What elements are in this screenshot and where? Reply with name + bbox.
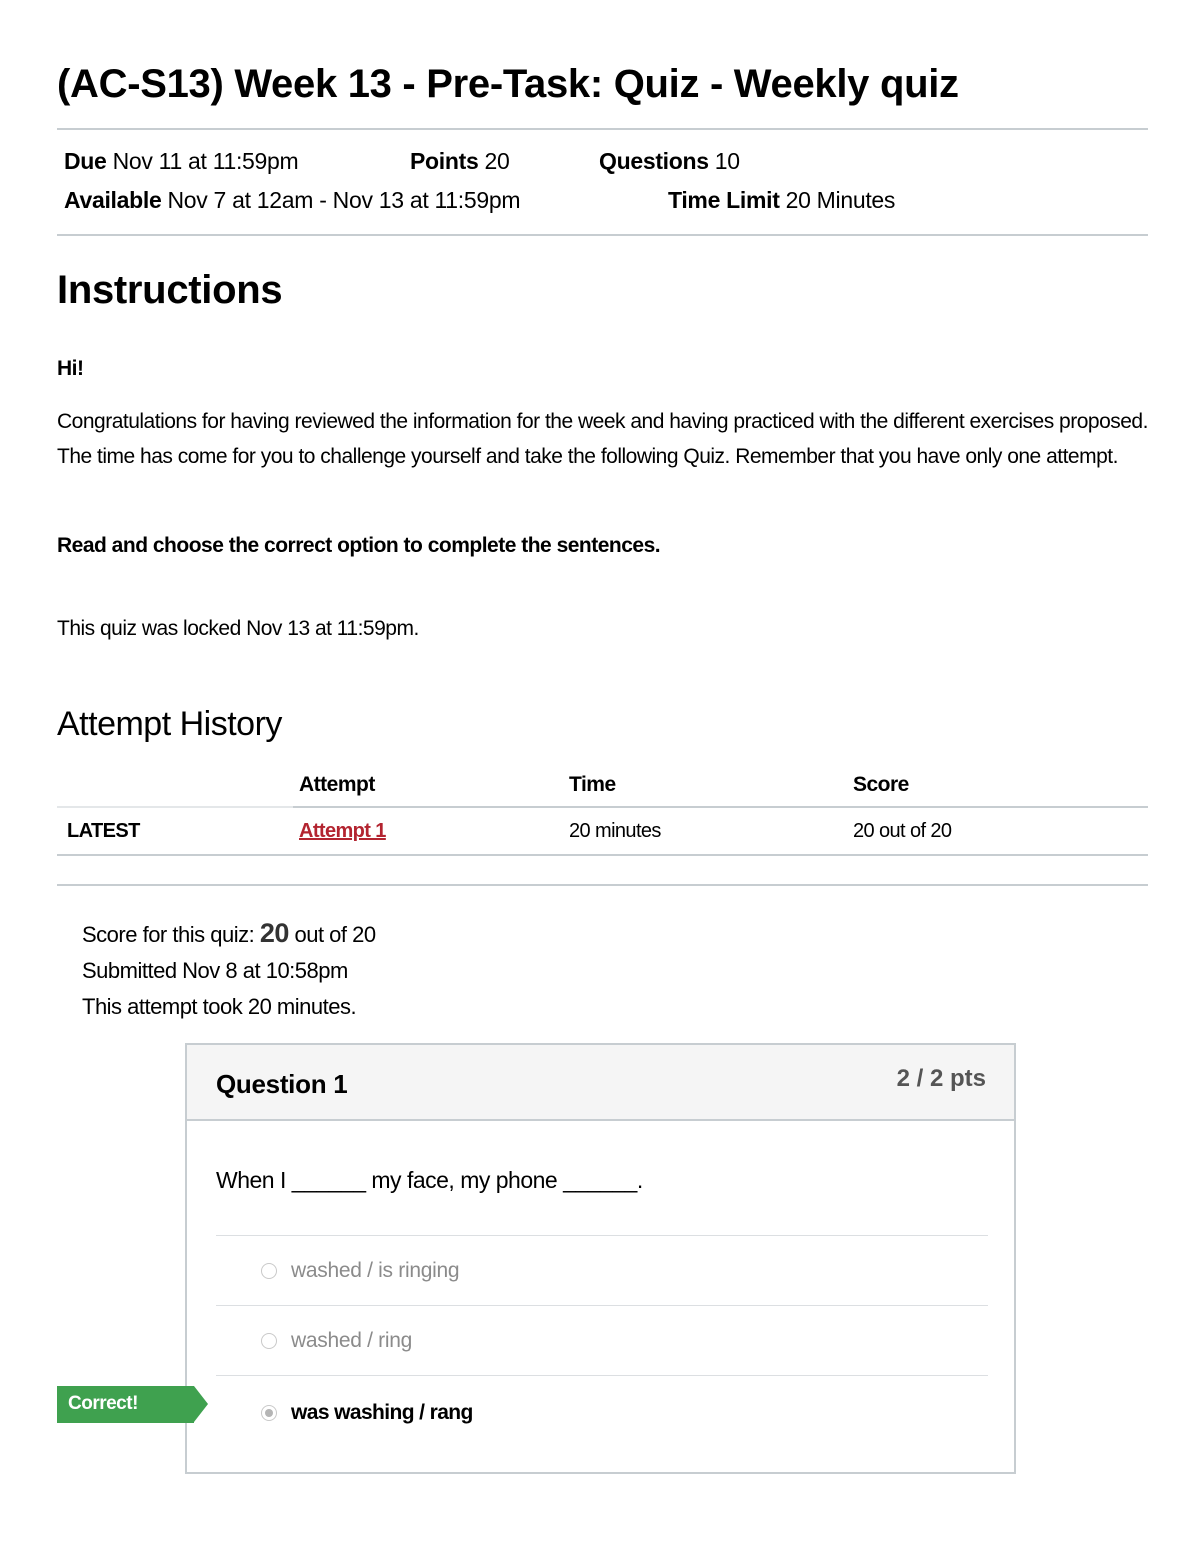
questions-label: Questions	[599, 148, 709, 174]
points-label: Points	[410, 148, 479, 174]
quiz-score	[82, 918, 376, 949]
instructions-paragraph: Congratulations for having reviewed the information for the week and having practiced with the different exercises proposed. The time has come for you to challenge yourself and take the following Quiz. Remember that you have only one attempt.	[57, 410, 1148, 468]
table-row	[299, 820, 386, 843]
questions-value: 10	[714, 148, 740, 174]
score-value: 20	[259, 918, 289, 948]
attempt-history-heading: Attempt History	[57, 705, 282, 743]
availability	[64, 187, 520, 214]
question-text: When I ______ my face, my phone ______.	[216, 1167, 643, 1193]
available-label: Available	[64, 187, 162, 213]
column-header-attempt: Attempt	[299, 773, 375, 796]
answer-divider	[216, 1305, 988, 1306]
table-header-spacer	[57, 760, 293, 808]
table-header-rule	[293, 760, 1148, 808]
question-card	[185, 1043, 1016, 1474]
title-divider	[57, 128, 1148, 130]
due-value: Nov 11 at 11:59pm	[112, 148, 299, 174]
attempt-score: 20 out of 20	[853, 820, 952, 842]
questions-count	[599, 148, 740, 175]
score-suffix: out of 20	[294, 922, 376, 947]
score-prefix: Score for this quiz:	[82, 922, 255, 947]
due-date	[64, 148, 298, 175]
attempt-time: 20 minutes	[569, 820, 661, 842]
answer-option-2[interactable]	[261, 1329, 412, 1353]
available-value: Nov 7 at 12am - Nov 13 at 11:59pm	[167, 187, 521, 213]
section-divider	[57, 884, 1148, 886]
points	[410, 148, 509, 175]
instructions-greeting: Hi!	[57, 357, 84, 380]
radio-button[interactable]	[261, 1263, 277, 1279]
attempt-duration: This attempt took 20 minutes.	[82, 994, 357, 1019]
time-limit-value: 20 Minutes	[785, 187, 896, 213]
answer-label: washed / ring	[291, 1329, 413, 1352]
details-divider	[57, 234, 1148, 236]
answer-option-3[interactable]	[261, 1401, 473, 1425]
answer-label: was washing / rang	[291, 1401, 473, 1424]
latest-tag: LATEST	[67, 820, 140, 842]
flag-label: Correct!	[68, 1393, 138, 1414]
table-bottom-rule	[57, 854, 1148, 856]
page-title: (AC-S13) Week 13 - Pre-Task: Quiz - Weekly quiz	[57, 62, 959, 106]
locked-notice: This quiz was locked Nov 13 at 11:59pm.	[57, 617, 419, 640]
answer-divider	[216, 1375, 988, 1376]
question-header	[187, 1045, 1014, 1121]
time-limit-label: Time Limit	[668, 187, 780, 213]
correct-answer-flag	[57, 1386, 210, 1423]
instructions-directive: Read and choose the correct option to complete the sentences.	[57, 534, 661, 557]
flag-arrow-icon	[194, 1386, 208, 1422]
time-limit	[668, 187, 895, 214]
question-title: Question 1	[216, 1069, 348, 1099]
radio-button-selected[interactable]	[261, 1405, 277, 1421]
submitted-time: Submitted Nov 8 at 10:58pm	[82, 958, 348, 983]
column-header-time: Time	[569, 773, 616, 796]
due-label: Due	[64, 148, 107, 174]
attempt-1-link[interactable]: Attempt 1	[299, 820, 386, 842]
radio-button[interactable]	[261, 1333, 277, 1349]
points-value: 20	[484, 148, 510, 174]
answer-option-1[interactable]	[261, 1259, 459, 1283]
answer-label: washed / is ringing	[291, 1259, 460, 1282]
column-header-score: Score	[853, 773, 909, 796]
answer-divider	[216, 1235, 988, 1236]
question-points: 2 / 2 pts	[896, 1065, 986, 1092]
instructions-heading: Instructions	[57, 268, 283, 312]
